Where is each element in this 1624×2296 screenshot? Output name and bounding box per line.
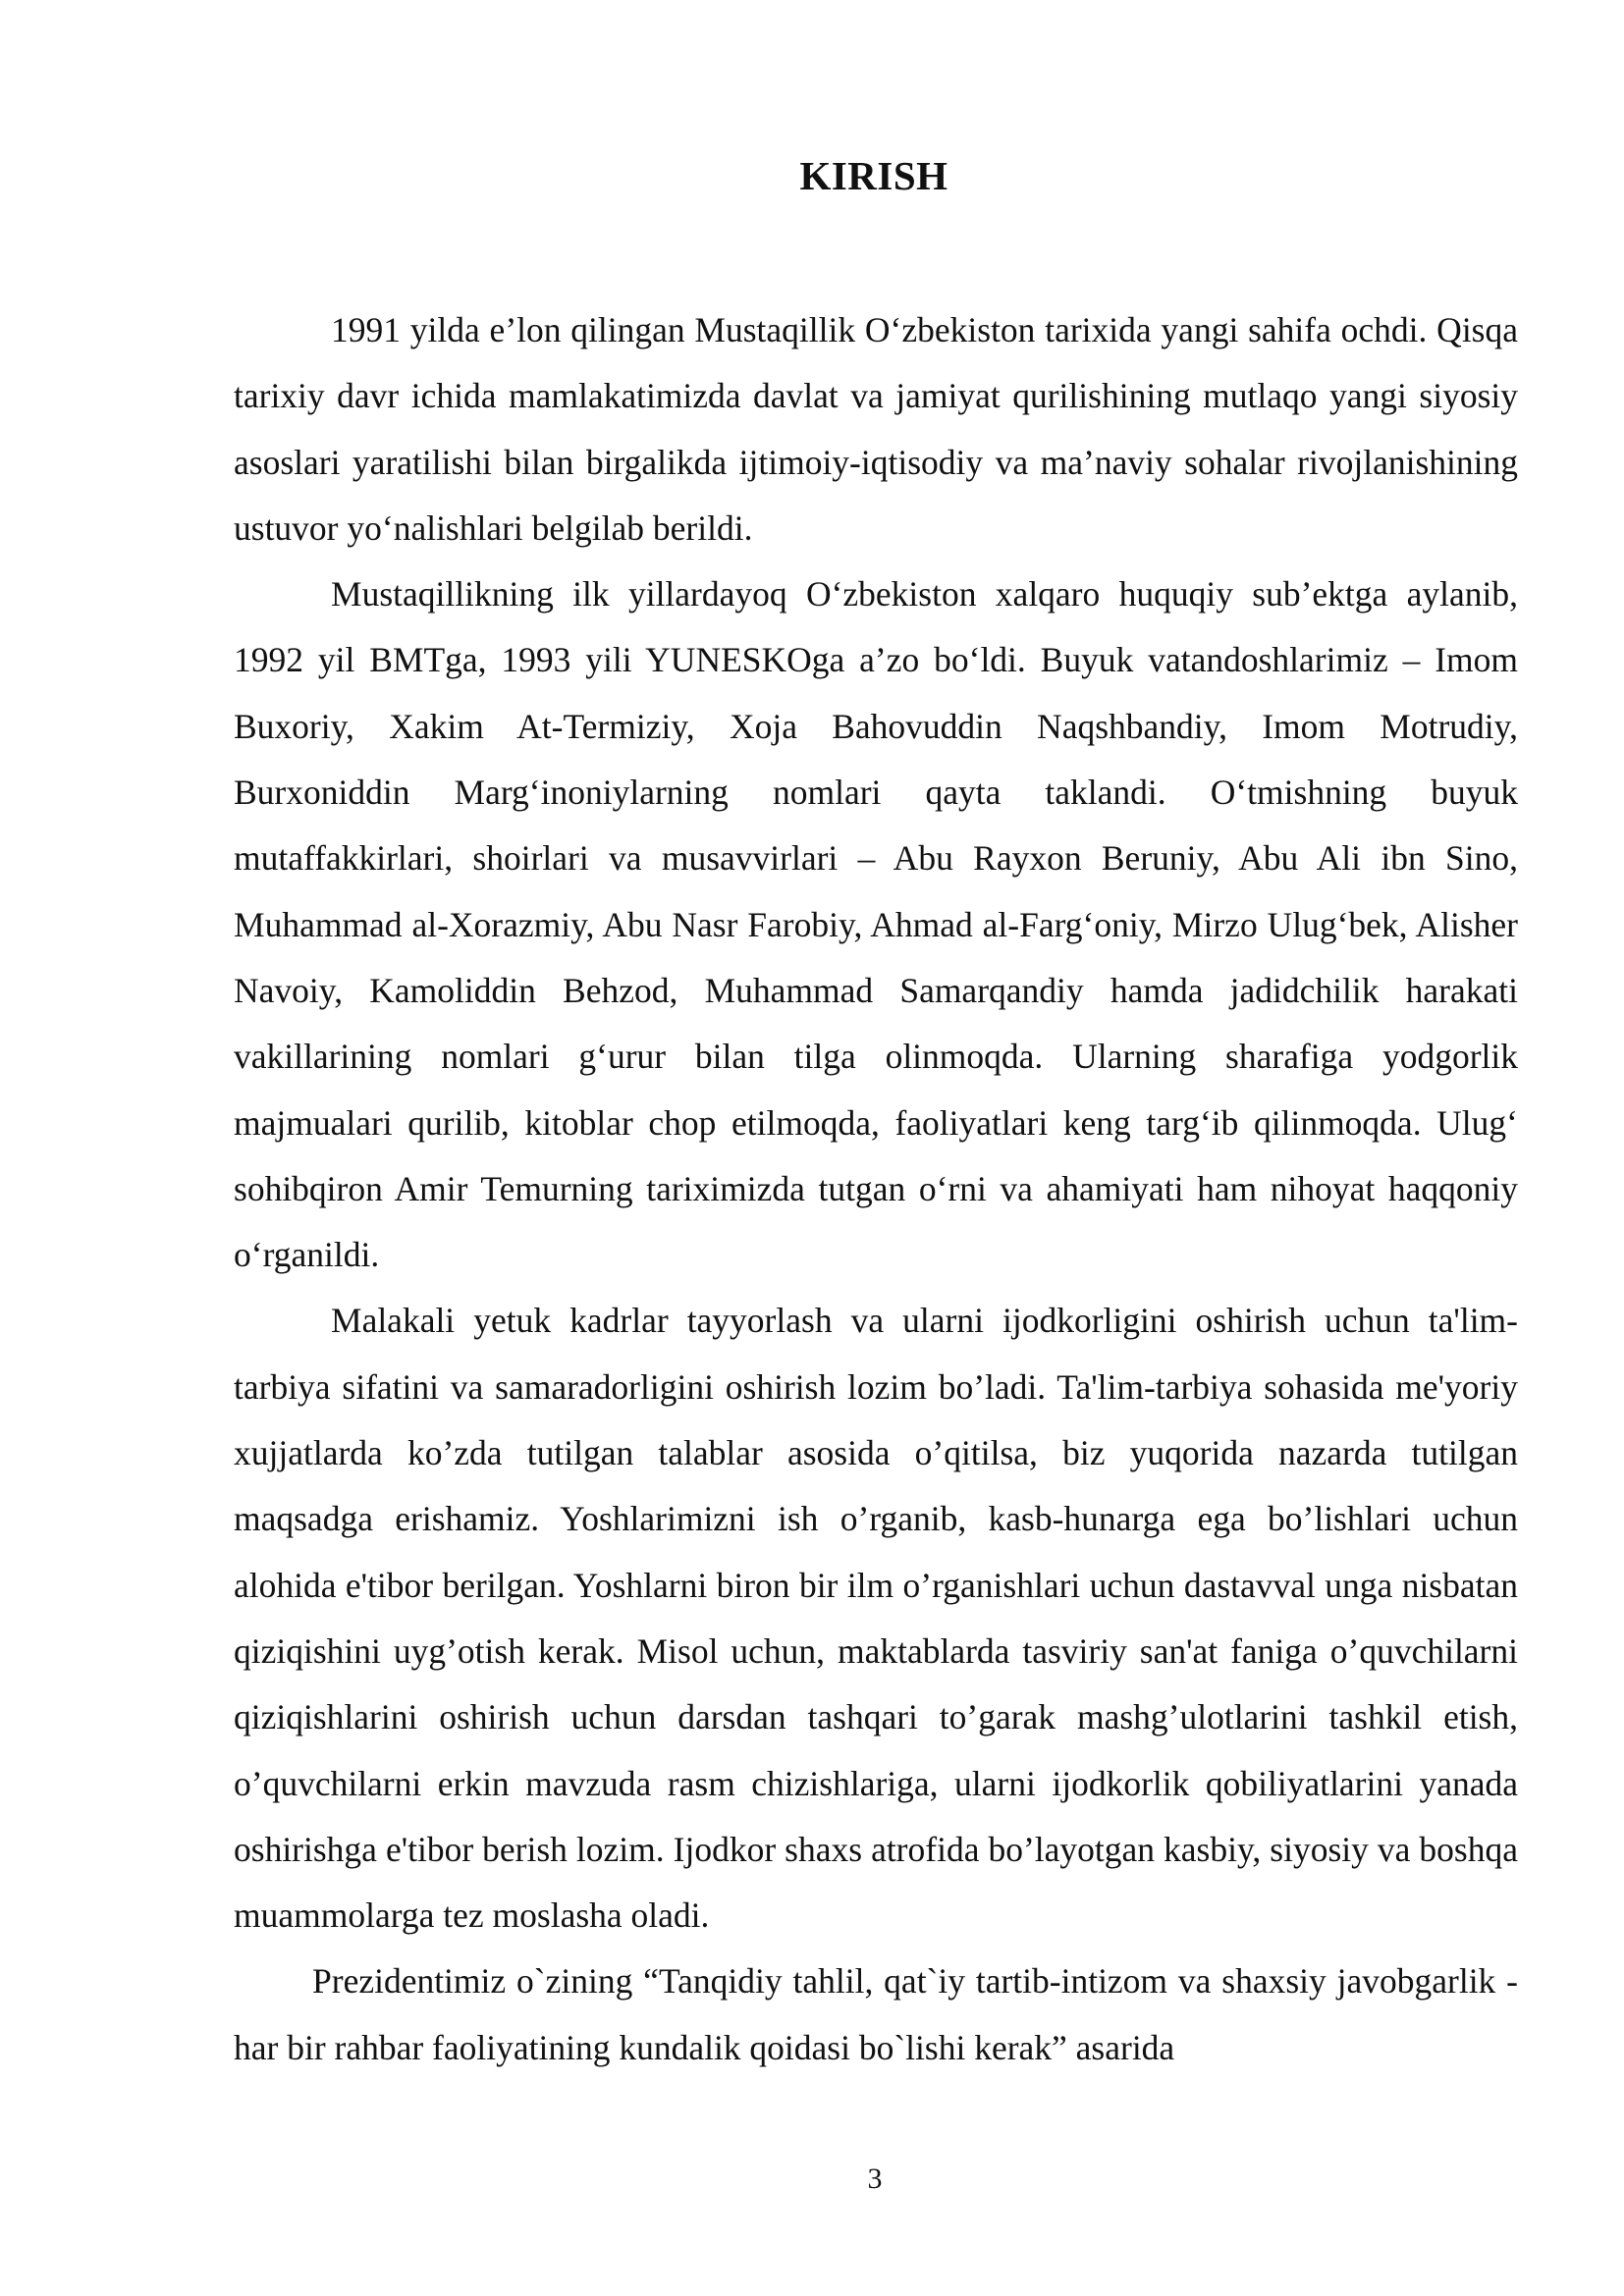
paragraph-1: 1991 yilda e’lon qilingan Mustaqillik O‘zbekiston tarixida yangi sahifa ochdi. Qisqa tarixiy davr ichida mamlakatimizda davlat va jamiyat qurilishining mutlaqo yangi siyosiy asoslari yaratilishi bilan birgalikda ijtimoiy-iqtisodiy va ma’naviy sohalar rivojlanishining ustuvor yo‘nalishlari belgilab berildi. xyxy=(234,310,1518,548)
body-text xyxy=(234,297,1518,2081)
paragraph-2: Mustaqillikning ilk yillardayoq O‘zbekiston xalqaro huquqiy sub’ektga aylanib, 1992 yil BMTga, 1993 yili YUNESKOga a’zo bo‘ldi. Buyuk vatandoshlarimiz – Imom Buxoriy, Xakim At-Termiziy, Xoja Bahovuddin Naqshbandiy, Imom Motrudiy, Burxoniddin Marg‘inoniylarning nomlari qayta taklandi. O‘tmishning buyuk mutaffakkirlari, shoirlari va musavvirlari – Abu Rayxon Beruniy, Abu Ali ibn Sino, Muhammad al-Xorazmiy, Abu Nasr Farobiy, Ahmad al-Farg‘oniy, Mirzo Ulug‘bek, Alisher Navoiy, Kamoliddin Behzod, Muhammad Samarqandiy hamda jadidchilik harakati vakillarining nomlari g‘urur bilan tilga olinmoqda. Ularning sharafiga yodgorlik majmualari qurilib, kitoblar chop etilmoqda, faoliyatlari keng targ‘ib qilinmoqda. Ulug‘ sohibqiron Amir Temurning tariximizda tutgan o‘rni va ahamiyati ham nihoyat haqqoniy o‘rganildi. xyxy=(234,574,1518,1275)
paragraph-3: Malakali yetuk kadrlar tayyorlash va ularni ijodkorligini oshirish uchun ta'lim-tarbiya sifatini va samaradorligini oshirish lozim bo’ladi. Ta'lim-tarbiya sohasida me'yoriy xujjatlarda ko’zda tutilgan talablar asosida o’qitilsa, biz yuqorida nazarda tutilgan maqsadga erishamiz. Yoshlarimizni ish o’rganib, kasb-hunarga ega bo’lishlari uchun alohida e'tibor berilgan. Yoshlarni biron bir ilm o’rganishlari uchun dastavval unga nisbatan qiziqishini uyg’otish kerak. Misol uchun, maktablarda tasviriy san'at faniga o’quvchilarni qiziqishlarini oshirish uchun darsdan tashqari to’garak mashg’ulotlarini tashkil etish, o’quvchilarni erkin mavzuda rasm chizishlariga, ularni ijodkorlik qobiliyatlarini yanada oshirishga e'tibor berish lozim. Ijodkor shaxs atrofida bo’layotgan kasbiy, siyosiy va boshqa muammolarga tez moslasha oladi. xyxy=(234,1301,1518,1936)
paragraph-4: Prezidentimiz o`zining “Tanqidiy tahlil, qat`iy tartib-intizom va shaxsiy javobgarlik - har bir rahbar faoliyatining kundalik qoidasi bo`lishi kerak” asarida xyxy=(234,1961,1518,2067)
page-number: 3 xyxy=(867,2163,883,2195)
page-title: KIRISH xyxy=(799,153,948,198)
